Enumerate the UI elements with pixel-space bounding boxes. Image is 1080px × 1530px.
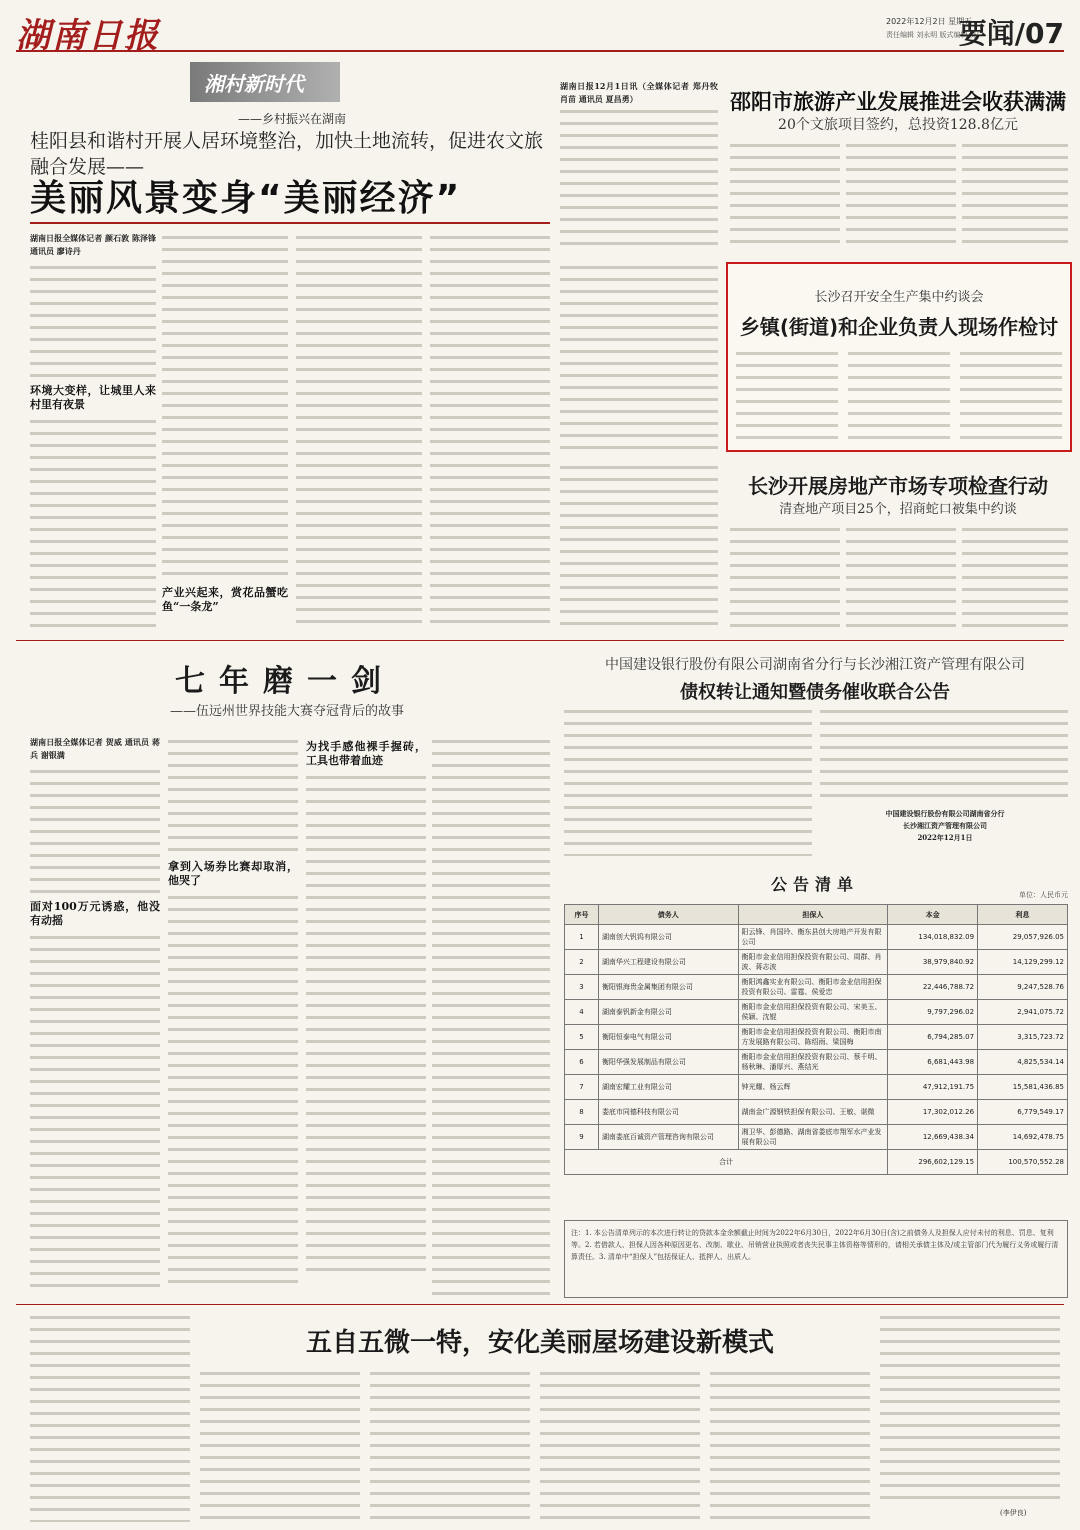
column-header: 序号 (565, 905, 599, 925)
table-row (565, 1050, 1068, 1075)
total-principal: 296,602,129.15 (888, 1150, 978, 1175)
table-total-row (565, 1150, 1068, 1175)
debtor-cell: 湖南华兴工程建设有限公司 (598, 950, 738, 975)
article-column (846, 140, 956, 252)
principal-cell: 12,669,438.34 (888, 1125, 978, 1150)
principal-cell: 47,912,191.75 (888, 1075, 978, 1100)
article-column (962, 140, 1068, 252)
principal-cell: 6,794,285.07 (888, 1025, 978, 1050)
box-headline: 乡镇(街道)和企业负责人现场作检讨 (739, 315, 1059, 339)
divider (30, 222, 550, 224)
subhead: 环境大变样，让城里人来村里有夜景 (30, 384, 156, 411)
row-number: 5 (565, 1025, 599, 1050)
row-number: 1 (565, 925, 599, 950)
byline: 湖南日报全媒体记者 贺威 通讯员 蒋兵 谢银满 (30, 737, 160, 760)
total-label: 合计 (565, 1150, 888, 1175)
article-column (736, 348, 838, 442)
guarantor-cell: 衡阳市金业信用担保投资有限公司、宋美玉、侯颖、沈锟 (738, 1000, 888, 1025)
column-header: 本金 (888, 905, 978, 925)
row-number: 3 (565, 975, 599, 1000)
row-number: 6 (565, 1050, 599, 1075)
principal-cell: 17,302,012.26 (888, 1100, 978, 1125)
interest-cell: 14,129,299.12 (978, 950, 1068, 975)
table-row (565, 1100, 1068, 1125)
signature-date: 2022年12月1日 (917, 833, 973, 842)
table-row (565, 1025, 1068, 1050)
principal-cell: 9,797,296.02 (888, 1000, 978, 1025)
article-column (962, 524, 1068, 632)
shaoyang-subtitle: 20个文旅项目签约，总投资128.8亿元 (778, 117, 1018, 133)
subhead: 面对100万元诱惑，他没有动摇 (30, 900, 160, 927)
list-title: 公告清单 (770, 875, 859, 894)
column-header: 利息 (978, 905, 1068, 925)
article-column (30, 736, 160, 1296)
table-notes: 注：1. 本公告清单列示的本次进行转让的贷款本金余额截止时间为2022年6月30日，2022年6月30日(含)之前债务人及担保人应付未付的利息、罚息、复利等。2. 若借款人、担保人因各种原因更名、改制、歇业、吊销营业执照或者丧失民事主体资格等情形的，请相关承债主体及/或主管部门代为履行义务或履行清算责任。3. 清单中“担保人”包括保证人、抵押人、出质人。 (564, 1220, 1068, 1298)
guarantor-cell: 衡阳市金业信用担保投资有限公司、衡阳市南方发展路有限公司、陈绍雨、梁国梅 (738, 1025, 888, 1050)
article-column (730, 524, 840, 632)
guarantor-cell: 衡阳鸿鑫实业有限公司、衡阳市金业信用担保投资有限公司、雷霆、侯爱忠 (738, 975, 888, 1000)
article-column (960, 348, 1062, 442)
row-number: 2 (565, 950, 599, 975)
notice-body (564, 706, 812, 856)
row-number: 7 (565, 1075, 599, 1100)
total-interest: 100,570,552.28 (978, 1150, 1068, 1175)
lead-deck: 桂阳县和谐村开展人居环境整治，加快土地流转，促进农文旅融合发展—— (30, 130, 544, 178)
principal-cell: 38,979,840.92 (888, 950, 978, 975)
principal-cell: 6,681,443.98 (888, 1050, 978, 1075)
interest-cell: 3,315,723.72 (978, 1025, 1068, 1050)
notice-body (820, 706, 1068, 802)
guarantor-cell: 湖南金广源钢铁担保有限公司、王敏、谌微 (738, 1100, 888, 1125)
newspaper-logo: 湖南日报 (16, 16, 160, 56)
table-row (565, 925, 1068, 950)
article-column (296, 232, 422, 632)
interest-cell: 15,581,436.85 (978, 1075, 1068, 1100)
interest-cell: 29,057,926.05 (978, 925, 1068, 950)
principal-cell: 22,446,788.72 (888, 975, 978, 1000)
row-number: 8 (565, 1100, 599, 1125)
subhead: 拿到入场券比赛却取消，他哭了 (168, 860, 298, 887)
housing-subtitle: 清查地产项目25个，招商蛇口被集中约谈 (779, 502, 1017, 517)
brief-dateline: 湖南日报12月1日讯（全媒体记者 郑丹牧 肖苗 通讯员 夏昌勇） (560, 81, 718, 104)
bottom-headline: 五自五微一特，安化美丽屋场建设新模式 (305, 1328, 774, 1358)
notice-title: 债权转让通知暨债务催收联合公告 (680, 682, 950, 703)
article-column (710, 1368, 870, 1522)
debtor-cell: 湖南创大钒钨有限公司 (598, 925, 738, 950)
notice-signature (820, 808, 1070, 844)
debtor-cell: 娄底市同德科技有限公司 (598, 1100, 738, 1125)
column-header: 债务人 (598, 905, 738, 925)
guarantor-cell: 钟光耀、杨云辉 (738, 1075, 888, 1100)
highlighted-article-box (726, 262, 1072, 452)
debtor-cell: 衡阳恒泰电气有限公司 (598, 1025, 738, 1050)
row-number: 4 (565, 1000, 599, 1025)
byline: 湖南日报全媒体记者 颜石敦 陈泽锋 通讯员 廖诗丹 (30, 233, 156, 256)
article-column (370, 1368, 530, 1522)
article-column (430, 232, 550, 632)
article-column (432, 736, 550, 1296)
debt-table (564, 904, 1068, 1175)
column-kicker-sub: ——乡村振兴在湖南 (238, 112, 347, 126)
brief-article (560, 262, 718, 452)
column-kicker: 湘村新时代 (190, 62, 340, 102)
article-column (730, 140, 840, 252)
row-number: 9 (565, 1125, 599, 1150)
article-column (168, 736, 298, 1296)
brief-article (560, 462, 718, 634)
article-column (540, 1368, 700, 1522)
subhead: 产业兴起来，赏花品蟹吃鱼“一条龙” (162, 586, 288, 613)
article-column (848, 348, 950, 442)
article-column (306, 736, 426, 1296)
article-column (846, 524, 956, 632)
subhead: 为找手感他裸手握砖，工具也带着血迹 (306, 740, 426, 767)
debtor-cell: 衡阳华强发展制品有限公司 (598, 1050, 738, 1075)
divider (16, 1304, 1064, 1305)
principal-cell: 134,018,832.09 (888, 925, 978, 950)
table-row (565, 975, 1068, 1000)
table-row (565, 950, 1068, 975)
notice-head: 中国建设银行股份有限公司湖南省分行与长沙湘江资产管理有限公司 (605, 657, 1025, 673)
issue-date: 2022年12月2日 星期五 (886, 17, 973, 26)
editors-line: 责任编辑 刘永明 版式编辑 吴广 (886, 31, 984, 39)
debtor-cell: 湖南泰钒新金有限公司 (598, 1000, 738, 1025)
interest-cell: 9,247,528.76 (978, 975, 1068, 1000)
article-column (30, 1312, 190, 1522)
shaoyang-headline: 邵阳市旅游产业发展推进会收获满满 (730, 90, 1066, 114)
story-headline: 七年磨一剑 (175, 664, 395, 699)
interest-cell: 6,779,549.17 (978, 1100, 1068, 1125)
box-kicker: 长沙召开安全生产集中约谈会 (814, 290, 984, 305)
unit-label: 单位：人民币元 (1019, 891, 1068, 899)
column-header: 担保人 (738, 905, 888, 925)
lead-headline: 美丽风景变身“美丽经济” (30, 178, 462, 219)
section-title: 要闻/07 (958, 17, 1064, 50)
debtor-cell: 湖南娄底百诚资产管理咨询有限公司 (598, 1125, 738, 1150)
guarantor-cell: 衡阳市金业信用担保投资有限公司、周群、肖波、蒋志波 (738, 950, 888, 975)
guarantor-cell: 阳云锋、肖国玲、衡东县创大房地产开发有限公司 (738, 925, 888, 950)
signatory: 长沙湘江资产管理有限公司 (903, 821, 987, 830)
interest-cell: 14,692,478.75 (978, 1125, 1068, 1150)
table-row (565, 1125, 1068, 1150)
article-column (200, 1368, 360, 1522)
story-subtitle: ——伍远州世界技能大赛夺冠背后的故事 (170, 704, 405, 719)
divider (16, 640, 1064, 641)
author-credit: (李伊良) (1000, 1509, 1027, 1517)
brief-article (560, 80, 718, 250)
masthead (16, 8, 1064, 56)
debtor-cell: 湖南宏耀工业有限公司 (598, 1075, 738, 1100)
article-column (30, 232, 156, 632)
interest-cell: 4,825,534.14 (978, 1050, 1068, 1075)
debtor-cell: 衡阳银海贵金属集团有限公司 (598, 975, 738, 1000)
interest-cell: 2,941,075.72 (978, 1000, 1068, 1025)
signatory: 中国建设银行股份有限公司湖南省分行 (885, 809, 1005, 818)
table-header-row (565, 905, 1068, 925)
guarantor-cell: 衡阳市金业信用担保投资有限公司、蔡千明、杨秋琳、潘厚兴、燕结光 (738, 1050, 888, 1075)
article-column (880, 1312, 1060, 1506)
article-column (162, 232, 288, 632)
table-row (565, 1000, 1068, 1025)
housing-headline: 长沙开展房地产市场专项检查行动 (748, 474, 1048, 498)
table-row (565, 1075, 1068, 1100)
guarantor-cell: 湘卫华、彭德路、湖南省娄底市翔军水产业发展有限公司 (738, 1125, 888, 1150)
